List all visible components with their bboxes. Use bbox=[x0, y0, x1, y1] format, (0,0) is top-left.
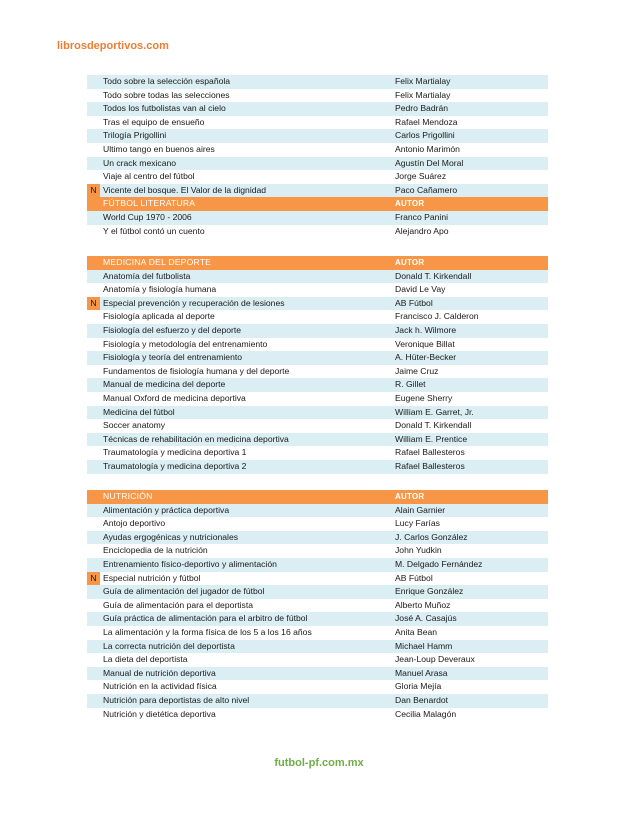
book-author: Felix Martialay bbox=[395, 89, 451, 100]
table-row bbox=[87, 626, 548, 640]
book-title: Guía de alimentación del jugador de fútbol bbox=[103, 586, 265, 597]
table-row bbox=[87, 531, 548, 545]
book-title: Técnicas de rehabilitación en medicina deportiva bbox=[103, 433, 289, 444]
new-marker bbox=[87, 365, 100, 379]
book-author: Carlos Prigollini bbox=[395, 130, 455, 141]
book-title: Antojo deportivo bbox=[103, 518, 166, 529]
new-marker bbox=[87, 338, 100, 352]
book-title: Fisiología del esfuerzo y del deporte bbox=[103, 324, 242, 335]
book-title: Nutrición para deportistas de alto nivel bbox=[103, 694, 250, 705]
book-title: Manual Oxford de medicina deportiva bbox=[103, 392, 246, 403]
book-author: Alejandro Apo bbox=[395, 225, 449, 236]
new-marker bbox=[87, 433, 100, 447]
book-author: Felix Martialay bbox=[395, 76, 451, 86]
book-title: Todo sobre todas las selecciones bbox=[103, 89, 230, 100]
book-title: Trilogía Prigollini bbox=[103, 130, 167, 141]
table-medicina bbox=[87, 256, 548, 474]
table-row bbox=[87, 89, 548, 103]
book-author: Donald T. Kirkendall bbox=[395, 420, 472, 431]
author-column-header: AUTOR bbox=[395, 199, 425, 209]
book-title: Traumatología y medicina deportiva 2 bbox=[103, 460, 247, 471]
table-row bbox=[87, 504, 548, 518]
book-title: Manual de nutrición deportiva bbox=[103, 667, 216, 678]
book-title: Alimentación y práctica deportiva bbox=[103, 504, 230, 515]
new-marker bbox=[87, 283, 100, 297]
book-title: Fisiología aplicada al deporte bbox=[103, 311, 215, 322]
site-header-link[interactable]: librosdeportivos.com bbox=[57, 40, 169, 52]
table-row bbox=[87, 667, 548, 681]
book-author: Alain Garnier bbox=[395, 504, 446, 515]
book-author: Antonio Marimón bbox=[395, 143, 460, 154]
book-title: Especial prevención y recuperación de lesiones bbox=[103, 297, 285, 308]
book-author: Rafael Ballesteros bbox=[395, 447, 465, 458]
new-marker bbox=[87, 446, 100, 460]
table-row bbox=[87, 75, 548, 89]
book-author: AB Fútbol bbox=[395, 297, 433, 308]
table-row bbox=[87, 406, 548, 420]
book-author: AB Fútbol bbox=[395, 572, 433, 583]
new-marker bbox=[87, 225, 100, 239]
table-row bbox=[87, 157, 548, 171]
book-title: Anatomía y fisiología humana bbox=[103, 284, 217, 295]
book-title: Traumatología y medicina deportiva 1 bbox=[103, 447, 247, 458]
book-title: Fisiología y metodología del entrenamiento bbox=[103, 338, 268, 349]
table-row bbox=[87, 170, 548, 184]
new-marker bbox=[87, 626, 100, 640]
book-author: Pedro Badrán bbox=[395, 103, 449, 114]
book-author: Rafael Ballesteros bbox=[395, 460, 465, 471]
new-marker bbox=[87, 310, 100, 324]
new-marker bbox=[87, 653, 100, 667]
book-author: Donald T. Kirkendall bbox=[395, 270, 472, 281]
book-author: A. Hüter-Becker bbox=[395, 352, 457, 363]
book-title: Enciclopedia de la nutrición bbox=[103, 545, 208, 556]
table-row bbox=[87, 378, 548, 392]
new-marker bbox=[87, 102, 100, 116]
new-marker bbox=[87, 89, 100, 103]
table-continuation bbox=[87, 75, 548, 238]
table-row bbox=[87, 653, 548, 667]
table-row bbox=[87, 708, 548, 722]
book-author: Manuel Arasa bbox=[395, 667, 448, 678]
table-row bbox=[87, 351, 548, 365]
table-row bbox=[87, 116, 548, 130]
book-title: Todos los futbolistas van al cielo bbox=[103, 103, 226, 114]
book-author: Francisco J. Calderon bbox=[395, 311, 479, 322]
book-title: Guía de alimentación para el deportista bbox=[103, 599, 254, 610]
table-row bbox=[87, 433, 548, 447]
book-title: Soccer anatomy bbox=[103, 420, 166, 431]
book-title: Anatomía del futbolista bbox=[103, 270, 191, 281]
table-row bbox=[87, 585, 548, 599]
table-row bbox=[87, 612, 548, 626]
site-footer-link[interactable]: futbol-pf.com.mx bbox=[274, 757, 364, 769]
table-row bbox=[87, 572, 548, 586]
section-title: MEDICINA DEL DEPORTE bbox=[103, 257, 212, 267]
book-author: Paco Cañamero bbox=[395, 184, 458, 195]
section-title: NUTRICIÓN bbox=[103, 491, 153, 501]
book-author: Agustín Del Moral bbox=[395, 157, 464, 168]
book-author: Alberto Muñoz bbox=[395, 599, 451, 610]
new-marker bbox=[87, 544, 100, 558]
book-title: Viaje al centro del fútbol bbox=[103, 171, 195, 182]
book-author: Jack h. Wilmore bbox=[395, 324, 457, 335]
book-title: Ultimo tango en buenos aires bbox=[103, 143, 215, 154]
book-title: Nutrición y dietética deportiva bbox=[103, 708, 216, 719]
new-marker bbox=[87, 170, 100, 184]
table-row bbox=[87, 129, 548, 143]
table-row bbox=[87, 446, 548, 460]
book-author: Jorge Suárez bbox=[395, 171, 447, 182]
new-marker bbox=[87, 270, 100, 284]
table-row bbox=[87, 640, 548, 654]
book-author: Jaime Cruz bbox=[395, 365, 439, 376]
new-marker bbox=[87, 116, 100, 130]
table-row bbox=[87, 310, 548, 324]
table-row bbox=[87, 365, 548, 379]
book-title: Y el fútbol contó un cuento bbox=[103, 225, 205, 236]
row-marker bbox=[87, 256, 100, 270]
new-marker bbox=[87, 517, 100, 531]
book-author: M. Delgado Fernández bbox=[395, 558, 483, 569]
book-title: Ayudas ergogénicas y nutricionales bbox=[103, 531, 239, 542]
table-row bbox=[87, 102, 548, 116]
book-author: Lucy Farías bbox=[395, 518, 440, 529]
book-title: Fundamentos de fisiología humana y del deporte bbox=[103, 365, 290, 376]
new-marker bbox=[87, 694, 100, 708]
section-header-medicina bbox=[87, 256, 548, 270]
book-title: Vicente del bosque. El Valor de la dignidad bbox=[103, 184, 267, 195]
book-author: José A. Casajús bbox=[395, 613, 457, 624]
table-row bbox=[87, 599, 548, 613]
table-row bbox=[87, 143, 548, 157]
book-title: Fisiología y teoría del entrenamiento bbox=[103, 352, 243, 363]
new-marker: N bbox=[87, 184, 100, 198]
book-author: Cecilia Malagón bbox=[395, 708, 457, 719]
book-title: Manual de medicina del deporte bbox=[103, 379, 226, 390]
book-title: La alimentación y la forma física de los 5 a los 16 años bbox=[103, 626, 312, 637]
new-marker: N bbox=[87, 572, 100, 586]
book-author: Anita Bean bbox=[395, 626, 438, 637]
new-marker bbox=[87, 324, 100, 338]
new-marker bbox=[87, 640, 100, 654]
new-marker bbox=[87, 460, 100, 474]
book-title: Especial nutrición y fútbol bbox=[103, 572, 201, 583]
new-marker: N bbox=[87, 297, 100, 311]
book-title: La dieta del deportista bbox=[103, 654, 188, 665]
section-header-literatura bbox=[87, 197, 548, 211]
row-marker bbox=[87, 490, 100, 504]
table-row bbox=[87, 270, 548, 284]
new-marker bbox=[87, 211, 100, 225]
new-marker bbox=[87, 708, 100, 722]
book-title: Entrenamiento físico-deportivo y alimentación bbox=[103, 558, 277, 569]
book-author: Eugene Sherry bbox=[395, 392, 453, 403]
new-marker bbox=[87, 680, 100, 694]
book-author: Enrique González bbox=[395, 586, 464, 597]
new-marker bbox=[87, 351, 100, 365]
table-row bbox=[87, 517, 548, 531]
book-author: R. Gillet bbox=[395, 379, 426, 390]
new-marker bbox=[87, 612, 100, 626]
new-marker bbox=[87, 504, 100, 518]
section-title: FÚTBOL LITERATURA bbox=[103, 198, 196, 209]
new-marker bbox=[87, 129, 100, 143]
new-marker bbox=[87, 75, 100, 89]
table-row bbox=[87, 297, 548, 311]
row-marker bbox=[87, 197, 100, 211]
book-author: J. Carlos González bbox=[395, 531, 468, 542]
section-header-nutricion bbox=[87, 490, 548, 504]
author-column-header: AUTOR bbox=[395, 258, 425, 267]
new-marker bbox=[87, 143, 100, 157]
book-author: Dan Benardot bbox=[395, 694, 449, 705]
table-row bbox=[87, 392, 548, 406]
book-title: Medicina del fútbol bbox=[103, 406, 175, 417]
table-row bbox=[87, 225, 548, 239]
book-author: William E. Prentice bbox=[395, 433, 468, 444]
table-row bbox=[87, 558, 548, 572]
new-marker bbox=[87, 419, 100, 433]
book-author: Franco Panini bbox=[395, 211, 449, 222]
book-author: David Le Vay bbox=[395, 284, 446, 295]
book-title: Un crack mexicano bbox=[103, 157, 177, 168]
table-row bbox=[87, 460, 548, 474]
book-title: Guía práctica de alimentación para el arbitro de fútbol bbox=[103, 613, 308, 624]
book-title: Tras el equipo de ensueño bbox=[103, 116, 205, 127]
table-row bbox=[87, 694, 548, 708]
book-author: Gloria Mejía bbox=[395, 681, 442, 692]
book-author: William E. Garret, Jr. bbox=[395, 406, 474, 417]
book-author: Michael Hamm bbox=[395, 640, 453, 651]
table-row bbox=[87, 544, 548, 558]
book-author: Veronique Billat bbox=[395, 338, 455, 349]
new-marker bbox=[87, 531, 100, 545]
new-marker bbox=[87, 406, 100, 420]
new-marker bbox=[87, 378, 100, 392]
new-marker bbox=[87, 157, 100, 171]
new-marker bbox=[87, 585, 100, 599]
table-row bbox=[87, 211, 548, 225]
new-marker bbox=[87, 667, 100, 681]
table-row bbox=[87, 419, 548, 433]
book-title: Todo sobre la selección española bbox=[103, 76, 231, 86]
author-column-header: AUTOR bbox=[395, 492, 425, 501]
book-title: La correcta nutrición del deportista bbox=[103, 640, 235, 651]
new-marker bbox=[87, 599, 100, 613]
book-title: Nutrición en la actividad física bbox=[103, 681, 217, 692]
new-marker bbox=[87, 558, 100, 572]
table-nutricion bbox=[87, 490, 548, 721]
table-row bbox=[87, 324, 548, 338]
book-author: John Yudkin bbox=[395, 545, 442, 556]
book-author: Jean-Loup Deveraux bbox=[395, 654, 475, 665]
table-row bbox=[87, 283, 548, 297]
new-marker bbox=[87, 392, 100, 406]
table-row bbox=[87, 680, 548, 694]
table-row bbox=[87, 184, 548, 198]
book-title: World Cup 1970 - 2006 bbox=[103, 211, 192, 222]
book-author: Rafael Mendoza bbox=[395, 116, 458, 127]
table-row bbox=[87, 338, 548, 352]
